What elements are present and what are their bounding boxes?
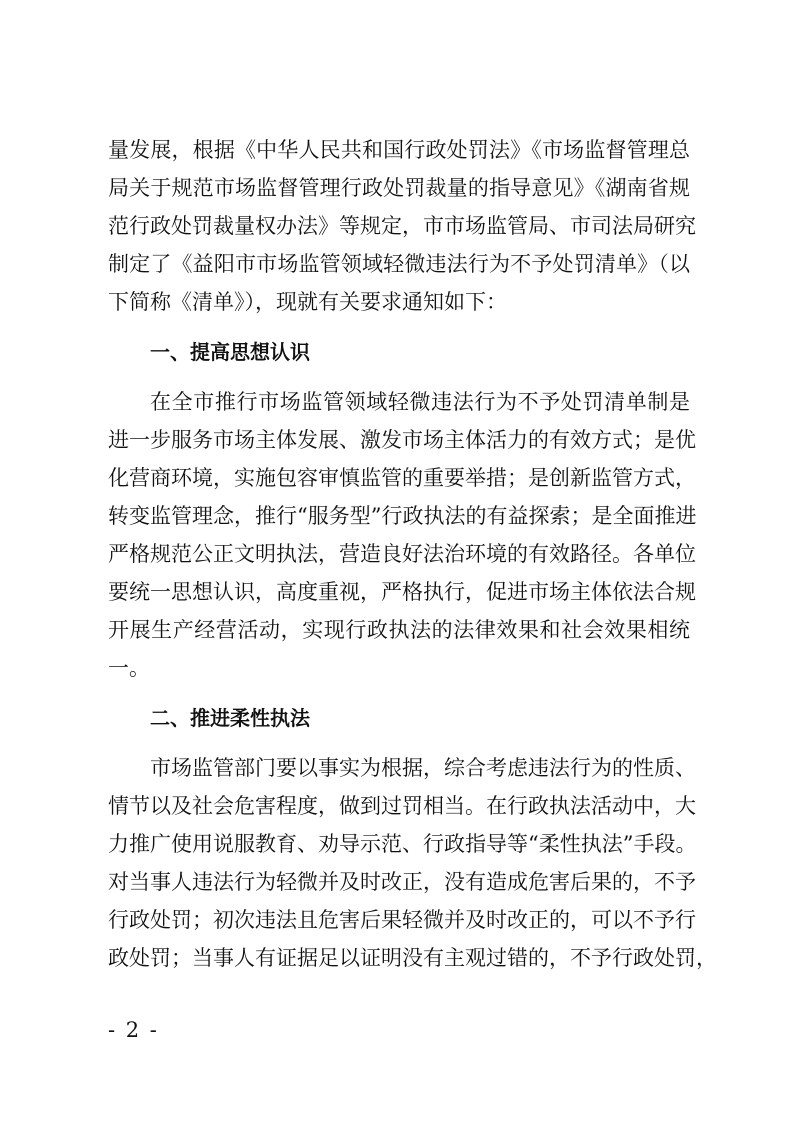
text-line: 对当事人违法行为轻微并及时改正，没有造成危害后果的，不予 [108,870,696,894]
text-line: 量发展，根据《中华人民共和国行政处罚法》《市场监督管理总 [108,138,690,162]
text-line: 范行政处罚裁量权办法》等规定，市市场监管局、市司法局研究 [108,214,696,238]
text-line: 力推广使用说服教育、劝导示范、行政指导等“柔性执法”手段。 [108,832,697,856]
section1-paragraph [108,383,697,687]
text-line: 市场监管部门要以事实为根据，综合考虑违法行为的性质、 [150,756,696,780]
section2-paragraph [108,749,717,977]
text-line: 进一步服务市场主体发展、激发市场主体活力的有效方式；是优 [108,428,696,452]
text-line: 下简称《清单》），现就有关要求通知如下： [108,290,507,314]
text-line: 行政处罚；初次违法且危害后果轻微并及时改正的，可以不予行 [108,908,696,932]
text-line: 制定了《益阳市市场监管领域轻微违法行为不予处罚清单》（以 [108,252,690,276]
page-number: - 2 - [108,1018,159,1042]
document-body [108,131,717,977]
text-line: 局关于规范市场监督管理行政处罚裁量的指导意见》《湖南省规 [108,176,690,200]
section-heading-2: 二、推进柔性执法 [150,706,310,730]
text-line: 要统一思想认识，高度重视，严格执行，促进市场主体依法合规 [108,580,696,604]
text-line: 在全市推行市场监管领域轻微违法行为不予处罚清单制是 [150,390,690,414]
intro-paragraph [108,131,696,321]
text-line: 化营商环境，实施包容审慎监管的重要举措；是创新监管方式， [108,466,696,490]
text-line: 转变监管理念，推行“服务型”行政执法的有益探索；是全面推进 [108,504,697,528]
text-line: 一。 [108,656,150,680]
text-line: 情节以及社会危害程度，做到过罚相当。在行政执法活动中，大 [108,794,696,818]
text-line: 政处罚；当事人有证据足以证明没有主观过错的，不予行政处罚， [108,946,717,970]
text-line: 开展生产经营活动，实现行政执法的法律效果和社会效果相统 [108,618,690,642]
section-heading-1: 一、提高思想认识 [150,340,310,364]
text-line: 严格规范公正文明执法，营造良好法治环境的有效路径。各单位 [108,542,696,566]
